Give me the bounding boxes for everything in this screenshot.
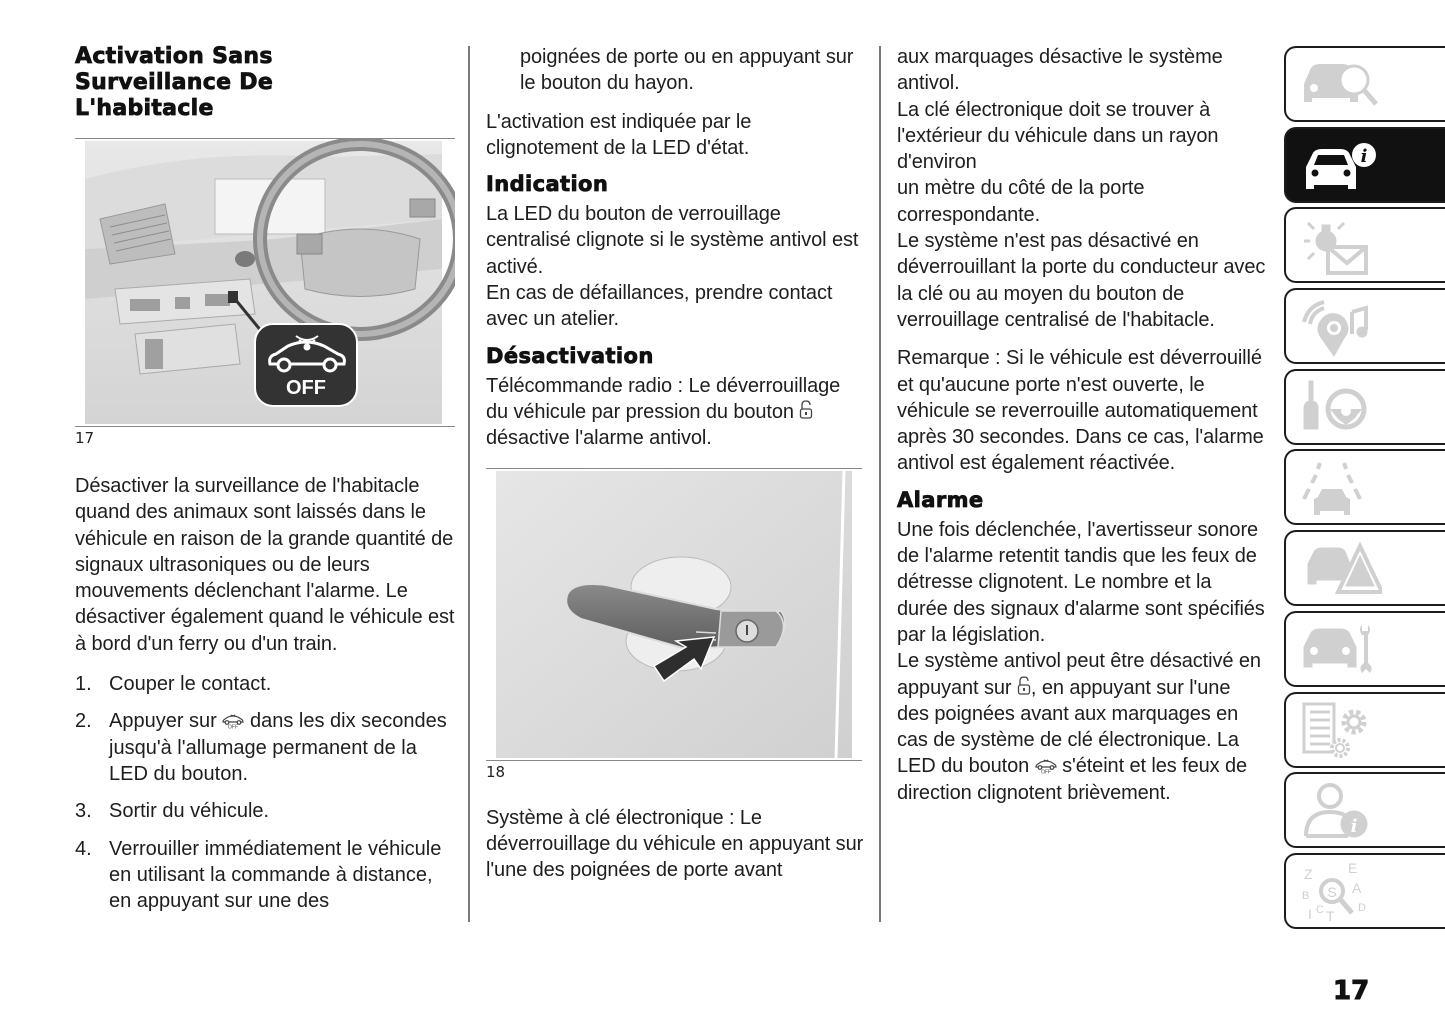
indication-text-2: En cas de défaillances, prendre contact avec un atelier.	[486, 282, 833, 331]
tab-user-info[interactable]	[1284, 772, 1445, 848]
car-lane-icon	[1302, 459, 1382, 519]
alarme-text-1: Une fois déclenchée, l'avertisseur sonore de l'alarme retentit tandis que les feux de détresse clignotent. Le nombre et la durée des signaux d'alarme sont spécifiés par la législation.	[897, 518, 1265, 646]
unlock-padlock-icon	[799, 400, 813, 420]
remark-label: Remarque :	[897, 347, 1001, 370]
indication-text-1: La LED du bouton de verrouillage centralisé clignote si le système antivol est activé.	[486, 203, 859, 278]
column-divider-left	[468, 46, 470, 922]
tab-car-magnifier[interactable]	[1284, 46, 1445, 122]
car-wrench-icon	[1302, 621, 1382, 679]
callout-off-label: OFF	[286, 377, 326, 399]
step-number: 1.	[75, 673, 92, 696]
warning-light-envelope-icon	[1302, 217, 1382, 275]
key-range-text-1: La clé électronique doit se trouver à l'extérieur du véhicule dans un rayon d'environ	[897, 98, 1219, 174]
tab-index[interactable]	[1284, 853, 1445, 929]
section-title-line-2: Surveillance De	[75, 70, 274, 95]
step-text: Sortir du véhicule.	[109, 800, 270, 823]
svg-text:E: E	[1348, 862, 1358, 876]
desactivation-text-a: Télécommande radio : Le déverrouillage du véhicule par pression du bouton	[486, 374, 841, 423]
unlock-padlock-icon	[1017, 676, 1031, 696]
column-divider-right	[879, 46, 881, 922]
tab-starting-driving[interactable]	[1284, 369, 1445, 445]
checklist-gears-icon	[1302, 702, 1382, 762]
car-ultrasonic-off-icon	[1035, 758, 1057, 774]
key-steering-wheel-icon	[1302, 379, 1382, 437]
alarme-text-2b: , en appuyant sur l'une des poignées avant aux marquages en cas de système de clé électronique. La LED du bouton	[897, 676, 1239, 778]
tab-technical-data[interactable]	[1284, 692, 1445, 768]
alarme-text-2c: s'éteint et les feux de direction clignotent brièvement.	[897, 755, 1248, 804]
key-range-text-2: un mètre du côté de la porte correspondante.	[897, 177, 1145, 226]
chapter-tabs	[1284, 46, 1445, 934]
continuation-text: poignées de porte ou en appuyant sur le bouton du hayon.	[520, 46, 854, 95]
activation-note: L'activation est indiquée par le clignotement de la LED d'état.	[486, 110, 752, 159]
column-3	[897, 44, 1267, 806]
car-info-icon	[1302, 137, 1382, 195]
remark-text: Si le véhicule est déverrouillé et qu'aucune porte n'est ouverte, le véhicule se reverrouille automatiquement après 30 secondes. Dans ce cas, l'alarme antivol est également réactivée.	[897, 347, 1264, 475]
step-text: dans les dix secondes jusqu'à l'allumage permanent de la LED du bouton.	[109, 710, 447, 785]
continuation-text: aux marquages désactive le système antivol.	[897, 46, 1223, 95]
section-title-line-3: L'habitacle	[75, 96, 214, 121]
desactivation-text-b: désactive l'alarme antivol.	[486, 427, 712, 450]
step-number: 2.	[75, 710, 92, 733]
step-item	[75, 708, 455, 787]
steps-list	[75, 671, 455, 914]
step-item	[75, 798, 455, 824]
tab-multimedia[interactable]	[1284, 288, 1445, 364]
svg-text:i: i	[1350, 816, 1358, 838]
svg-text:C: C	[1316, 903, 1324, 916]
heading-indication: Indication	[486, 172, 609, 197]
paragraph-pets: Désactiver la surveillance de l'habitacle quand des animaux sont laissés dans le véhicule en raison de la grande quantité de signaux ultrasoniques ou de leurs mouvements déclenchant l'alarme. Le désactiver également quand le véhicule est à bord d'un ferry ou d'un train.	[75, 475, 455, 655]
tab-warning-lights[interactable]	[1284, 207, 1445, 283]
svg-text:S: S	[1327, 883, 1337, 900]
door-handle-illustration	[486, 469, 862, 759]
svg-text:I: I	[1308, 905, 1312, 922]
alphabet-index-search-icon	[1302, 863, 1382, 923]
heading-desactivation: Désactivation	[486, 343, 654, 368]
tab-car-info[interactable]	[1284, 127, 1445, 203]
alarme-text-2	[897, 648, 1267, 806]
svg-text:T: T	[1326, 907, 1335, 923]
step-item	[75, 836, 455, 915]
figure-18	[486, 468, 862, 761]
svg-text:B: B	[1302, 889, 1310, 902]
svg-text:A: A	[1352, 879, 1362, 896]
step-item	[75, 671, 455, 697]
alarme-text-2a: Le système antivol peut être désactivé en appuyant sur	[897, 650, 1261, 699]
svg-text:OFF: OFF	[1040, 769, 1051, 775]
column-1	[75, 44, 455, 925]
car-hazard-triangle-icon	[1302, 540, 1382, 598]
dashboard-illustration	[75, 139, 455, 425]
desactivation-text	[486, 373, 866, 452]
tab-driver-assistance[interactable]	[1284, 449, 1445, 525]
svg-text:D: D	[1358, 901, 1366, 914]
step-number: 4.	[75, 837, 92, 860]
section-title	[75, 44, 455, 122]
tab-emergency[interactable]	[1284, 530, 1445, 606]
column-2	[486, 44, 866, 883]
user-info-icon	[1302, 782, 1382, 842]
remark-paragraph	[897, 345, 1267, 476]
step-text: Appuyer sur	[109, 710, 217, 733]
figure-label: 18	[486, 762, 506, 781]
page-number: 17	[1333, 976, 1370, 1006]
keyless-text: Système à clé électronique : Le déverrouillage du véhicule en appuyant sur l'une des poignées de porte avant	[486, 806, 864, 882]
figure-label: 17	[75, 429, 95, 447]
svg-text:Z: Z	[1304, 865, 1313, 882]
step-text: Verrouiller immédiatement le véhicule en utilisant la commande à distance, en appuyant sur une des	[109, 837, 442, 913]
media-location-music-icon	[1302, 298, 1382, 358]
svg-text:i: i	[1360, 145, 1368, 167]
figure-17	[75, 138, 455, 427]
car-magnifier-icon	[1302, 56, 1382, 114]
step-number: 3.	[75, 800, 92, 823]
section-title-line-1: Activation Sans	[75, 44, 273, 69]
car-ultrasonic-off-icon	[222, 713, 244, 729]
not-disabled-text: Le système n'est pas désactivé en déverrouillant la porte du conducteur avec la clé ou au moyen du bouton de verrouillage centralisé de l'habitacle.	[897, 230, 1266, 331]
heading-alarme: Alarme	[897, 487, 984, 512]
step-text: Couper le contact.	[109, 673, 272, 696]
tab-maintenance[interactable]	[1284, 611, 1445, 687]
svg-text:OFF: OFF	[228, 724, 239, 730]
